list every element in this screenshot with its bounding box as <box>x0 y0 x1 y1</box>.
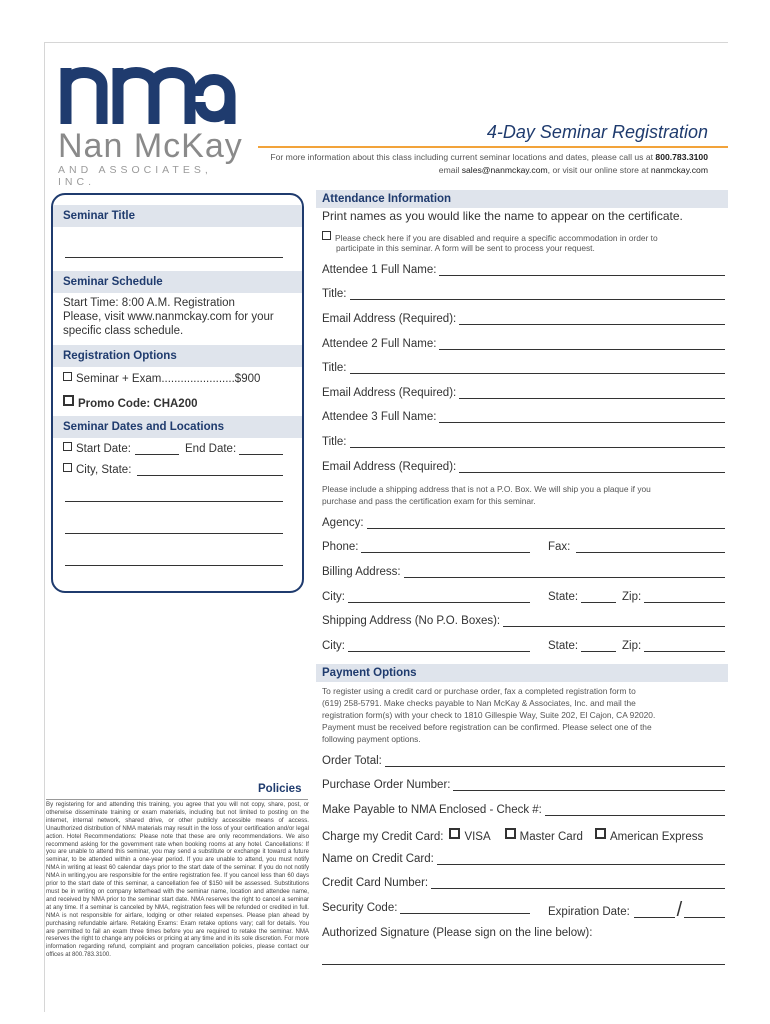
billing-city-field[interactable]: City: <box>322 591 530 603</box>
billing-zip-field[interactable]: Zip: <box>622 591 725 603</box>
page-title: 4-Day Seminar Registration <box>486 122 708 142</box>
seminar-schedule-heading: Seminar Schedule <box>53 271 302 293</box>
name-on-card-field[interactable]: Name on Credit Card: <box>322 853 725 865</box>
seminar-title-heading: Seminar Title <box>53 205 302 227</box>
disabled-note[interactable]: Please check here if you are disabled and require a specific accommodation in order to <box>322 231 658 245</box>
policies-text: By registering for and attending this training, you agree that you will not copy, share, post, or otherwise disseminate training or exam materials, including but not limited to posting on the internet, internal network, shared drive, or other publicly accessible means of access. Unauthorized distribution of NMA materials may result in the loss of your certification and/or legal action. Hotel Recommendations: Please note that these are only recommendations. We also recommend asking for the government rate when booking rooms at any hotel. Cancellations: If you are unable to attend this seminar, you may send a substitute or exchange it toward a future seminar, to be attended within a one-year period. If you are unable to attend, you must notify NMA in writing at least 60 calendar days prior to the start date of the seminar. If you do not notify NMA in writing,you are responsible for the entire registration fee. If you cancel less than 60 days prior to the start date of this seminar, a cancellation fee of $150 will be assessed. Substitutions must be in writing on company letterhead with the seminar name, location and attendee name, and received by NMA prior to the seminar start date. NMA reserves the right to cancel a seminar at any time. If a seminar is canceled by NMA, registration fees will be refunded or credited in full. NMA is not responsible for airfare, lodging or other related expenses. Please plan ahead by purchasing refundable airfare. Retaking Exams: Exam retake options vary; call for details. You are permitted to fail an exam three times before you are required to retake the seminar. NMA reserves the right to change any policies or pricing at any time and in its sole discretion. For more information regarding refund, complaint and program cancellation policies, please contact our offices at 800.783.3100. <box>46 801 309 959</box>
attendee2-field[interactable]: Attendee 2 Full Name: <box>322 338 725 350</box>
header-info <box>262 151 708 177</box>
signature-line[interactable] <box>322 964 725 965</box>
mastercard-option[interactable]: Master Card <box>505 828 583 843</box>
end-date-line[interactable] <box>239 454 283 455</box>
info-text: For more information about this class including current seminar locations and dates, please call us at <box>270 152 656 162</box>
security-code-field[interactable]: Security Code: <box>322 902 530 914</box>
logo-name: Nan McKay <box>58 127 243 165</box>
end-date-label: End Date: <box>185 443 237 455</box>
billing-state-field[interactable]: State: <box>548 591 616 603</box>
registration-options-heading: Registration Options <box>53 345 302 367</box>
checkbox-icon[interactable] <box>63 372 72 381</box>
info-text-2: email <box>438 165 462 175</box>
option-seminar-exam[interactable]: Seminar + Exam.......................$900 <box>63 372 260 386</box>
seminar-panel <box>51 193 304 593</box>
attendee3-title-field[interactable]: Title: <box>322 436 725 448</box>
check-number-field[interactable]: Make Payable to NMA Enclosed - Check #: <box>322 804 725 816</box>
info-site[interactable]: nanmckay.com <box>650 165 708 175</box>
start-date-line[interactable] <box>135 454 179 455</box>
payment-para-3: registration form(s) with your check to 1810 Gillespie Way, Suite 202, El Cajon, CA 92020. <box>322 710 656 720</box>
logo-subtitle: AND ASSOCIATES, INC. <box>58 164 212 188</box>
payment-para-4: Payment must be received before registration can be confirmed. Please select one of the <box>322 722 652 732</box>
location-line-1[interactable] <box>65 501 283 502</box>
city-state-row[interactable]: City, State: <box>63 463 131 477</box>
info-phone: 800.783.3100 <box>655 152 708 162</box>
attendance-instruction: Print names as you would like the name to appear on the certificate. <box>322 209 683 223</box>
city-state-line[interactable] <box>137 475 283 476</box>
policies-heading: Policies <box>258 783 302 795</box>
attendee2-title-field[interactable]: Title: <box>322 362 725 374</box>
payment-heading: Payment Options <box>316 664 728 682</box>
checkbox-icon[interactable] <box>63 463 72 472</box>
shipping-note-1: Please include a shipping address that is not a P.O. Box. We will ship you a plaque if you <box>322 484 651 494</box>
checkbox-icon[interactable] <box>595 828 606 839</box>
checkbox-icon[interactable] <box>63 442 72 451</box>
policies-rule <box>46 799 308 800</box>
info-email[interactable]: sales@nanmckay.com <box>461 165 548 175</box>
dates-locations-heading: Seminar Dates and Locations <box>53 416 302 438</box>
option-promo[interactable]: Promo Code: CHA200 <box>63 395 198 411</box>
payment-para-2: (619) 258-5791. Make checks payable to Nan McKay & Associates, Inc. and mail the <box>322 698 636 708</box>
shipping-address-field[interactable]: Shipping Address (No P.O. Boxes): <box>322 615 725 627</box>
start-time: Start Time: 8:00 A.M. Registration <box>63 297 235 309</box>
date-row[interactable]: Start Date: <box>63 442 131 456</box>
nma-logo-mark <box>58 56 236 126</box>
amex-option[interactable]: American Express <box>595 828 703 843</box>
attendee1-field[interactable]: Attendee 1 Full Name: <box>322 264 725 276</box>
payment-para-5: following payment options. <box>322 734 421 744</box>
payment-para-1: To register using a credit card or purchase order, fax a completed registration form to <box>322 686 636 696</box>
shipping-state-field[interactable]: State: <box>548 640 616 652</box>
disabled-note-2: participate in this seminar. A form will be sent to process your request. <box>336 243 595 253</box>
card-number-field[interactable]: Credit Card Number: <box>322 877 725 889</box>
shipping-note-2: purchase and pass the certification exam for this seminar. <box>322 496 536 506</box>
attendee1-title-field[interactable]: Title: <box>322 288 725 300</box>
attendance-heading: Attendance Information <box>316 190 728 208</box>
checkbox-icon[interactable] <box>322 231 331 240</box>
checkbox-icon[interactable] <box>63 395 74 406</box>
po-number-field[interactable]: Purchase Order Number: <box>322 779 725 791</box>
expiration-slash: / <box>676 899 683 921</box>
phone-field[interactable]: Phone: <box>322 541 530 553</box>
info-text-3: , or visit our online store at <box>547 165 651 175</box>
header-rule <box>258 146 728 148</box>
charge-card-row: Charge my Credit Card: VISA Master Card American Express <box>322 828 725 843</box>
attendee3-email-field[interactable]: Email Address (Required): <box>322 461 725 473</box>
visa-option[interactable]: VISA <box>449 828 490 843</box>
shipping-city-field[interactable]: City: <box>322 640 530 652</box>
visit-line-1: Please, visit www.nanmckay.com for your <box>63 311 274 323</box>
checkbox-icon[interactable] <box>505 828 516 839</box>
checkbox-icon[interactable] <box>449 828 460 839</box>
attendee1-email-field[interactable]: Email Address (Required): <box>322 313 725 325</box>
visit-line-2: specific class schedule. <box>63 325 184 337</box>
signature-label: Authorized Signature (Please sign on the line below): <box>322 927 593 939</box>
fax-field[interactable]: Fax: <box>548 541 725 553</box>
shipping-zip-field[interactable]: Zip: <box>622 640 725 652</box>
attendee3-field[interactable]: Attendee 3 Full Name: <box>322 411 725 423</box>
seminar-title-line[interactable] <box>65 257 283 258</box>
expiration-field[interactable]: Expiration Date: / <box>548 902 725 918</box>
billing-address-field[interactable]: Billing Address: <box>322 566 725 578</box>
attendee2-email-field[interactable]: Email Address (Required): <box>322 387 725 399</box>
order-total-field[interactable]: Order Total: <box>322 755 725 767</box>
nma-logo <box>58 56 248 188</box>
agency-field[interactable]: Agency: <box>322 517 725 529</box>
location-line-3[interactable] <box>65 565 283 566</box>
location-line-2[interactable] <box>65 533 283 534</box>
